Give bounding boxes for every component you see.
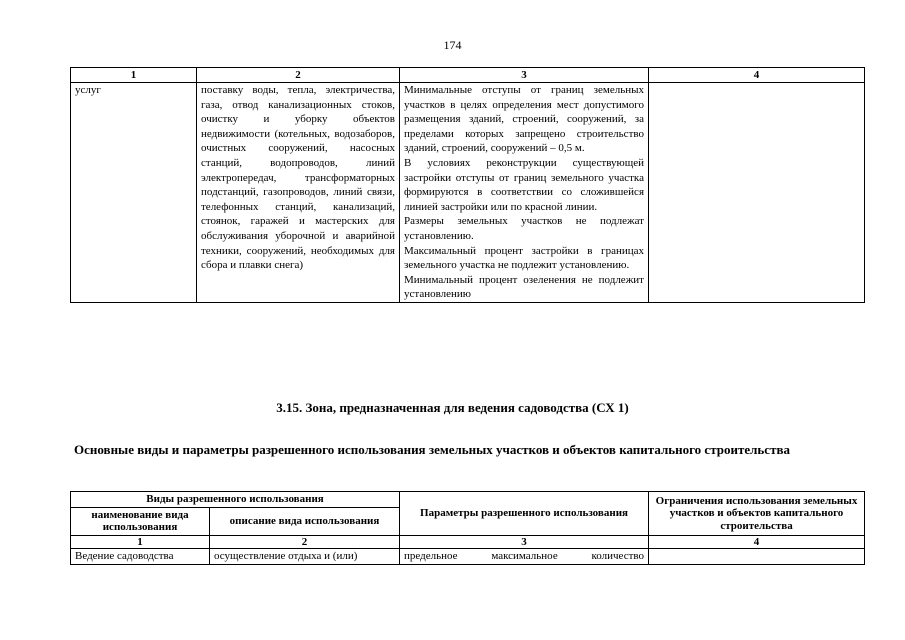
column-number-2: 2: [210, 535, 400, 548]
use-parameters-cell: [400, 83, 649, 303]
continued-zoning-table: [70, 67, 865, 303]
parameters-header: Параметры разрешенного использования: [400, 492, 649, 536]
use-name-cell: Ведение садоводства: [71, 548, 210, 564]
column-number-3: 3: [400, 535, 649, 548]
parameter-paragraph: В условиях реконструкции существующей застройки отступы от границ земельного участка формируются в соответствии со сложившейся линией застройки или по красной линии.: [404, 156, 644, 213]
table-row: [71, 83, 865, 303]
restrictions-cell: [649, 548, 865, 564]
column-number-1: 1: [71, 535, 210, 548]
use-name-cell: услуг: [71, 83, 197, 303]
column-number-1: 1: [71, 68, 197, 83]
column-number-3: 3: [400, 68, 649, 83]
use-description-cell: осуществление отдыха и (или): [210, 548, 400, 564]
use-name-header: наименование вида использования: [71, 507, 210, 535]
use-description-header: описание вида использования: [210, 507, 400, 535]
garden-zone-table: [70, 491, 865, 565]
parameter-paragraph: Минимальные отступы от границ земельных участков в целях определения мест допустимого размещения зданий, строений, сооружений, за пределами которых запрещено строительство зданий, строений, сооружений – 0,5 м.: [404, 84, 644, 155]
parameter-paragraph: Размеры земельных участков не подлежат установлению.: [404, 215, 644, 242]
restrictions-cell: [649, 83, 865, 303]
column-number-2: 2: [197, 68, 400, 83]
section-title: 3.15. Зона, предназначенная для ведения садоводства (СХ 1): [276, 400, 629, 415]
restrictions-header: Ограничения использования земельных участков и объектов капитального строительства: [649, 492, 865, 536]
use-description-cell: поставку воды, тепла, электричества, газа, отвод канализационных стоков, очистку и уборку объектов недвижимости (котельных, водозаборов, очистных сооружений, насосных станций, водопроводов, линий электропередач, трансформаторных подстанций, газопроводов, линий связи, телефонных станций, канализаций, стоянок, гаражей и мастерских для обслуживания уборочной и аварийной техники, сооружений, необходимых для сбора и плавки снега): [197, 83, 400, 303]
column-number-4: 4: [649, 68, 865, 83]
table-header-row: [71, 68, 865, 83]
table-header-row: [71, 492, 865, 508]
parameter-paragraph: Максимальный процент застройки в границах земельного участка не подлежит установлению.: [404, 244, 644, 272]
subheading: Основные виды и параметры разрешенного использования земельных участков и объектов капитального строительства: [74, 442, 790, 457]
table-row: [71, 548, 865, 564]
column-number-4: 4: [649, 535, 865, 548]
column-numbers-row: [71, 535, 865, 548]
use-parameters-cell: предельное максимальное количество: [400, 548, 649, 564]
use-types-header: Виды разрешенного использования: [71, 492, 400, 508]
page-number: 174: [443, 38, 462, 52]
parameter-paragraph: Минимальный процент озеленения не подлежит установлению: [404, 273, 644, 301]
